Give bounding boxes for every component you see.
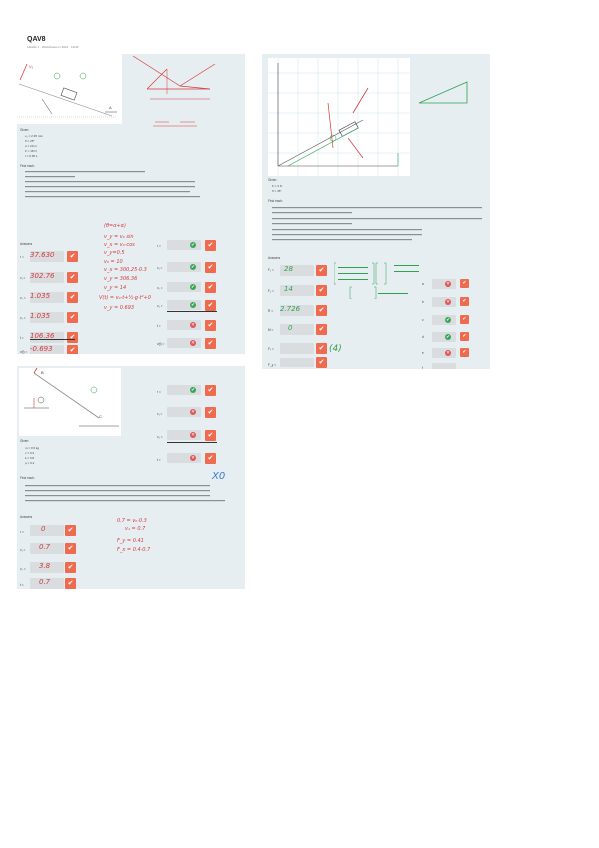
answer-value: 37.630 xyxy=(30,251,55,259)
underline xyxy=(30,339,75,340)
submit-button[interactable]: ✔ xyxy=(316,265,327,276)
answer-value: 3.8 xyxy=(39,562,51,570)
circled-mark: (4) xyxy=(329,344,342,354)
handwritten-note: V(t) = v₀·t+½·g·t²+0 xyxy=(99,295,151,301)
answer-value: -0.693 xyxy=(30,345,53,353)
answers-title: Answers xyxy=(20,242,33,246)
submit-button[interactable]: ✔ xyxy=(65,578,76,589)
handwritten-note: v_x = v₀·cos xyxy=(104,242,135,248)
check-field[interactable] xyxy=(167,385,201,395)
answer-input[interactable] xyxy=(30,525,64,536)
submit-button[interactable]: ✔ xyxy=(205,320,216,331)
answer-label: Fₓ = xyxy=(268,347,274,351)
answers-title: Answers xyxy=(20,515,33,519)
check-field[interactable] xyxy=(167,240,201,250)
side-field[interactable] xyxy=(432,315,456,325)
submit-button[interactable]: ✔ xyxy=(316,324,327,335)
handwritten-note: v₀ = 10 xyxy=(104,259,123,265)
svg-text:A: A xyxy=(109,105,112,110)
answer-value: 14 xyxy=(284,285,293,293)
svg-text:B: B xyxy=(41,370,44,375)
submit-button[interactable]: ✔ xyxy=(65,525,76,536)
answer-value: 0 xyxy=(41,525,46,533)
handwritten-note: F_x = 0.4·0.7 xyxy=(117,547,151,553)
handwritten-note: F_y = 0.41 xyxy=(117,538,144,544)
check-field[interactable] xyxy=(167,407,201,417)
problem-card-3 xyxy=(17,366,245,589)
answer-label: t = xyxy=(20,583,24,587)
answer-label: v₀ = xyxy=(20,296,26,300)
submit-button[interactable]: ✔ xyxy=(65,543,76,554)
submit-button[interactable]: ✔ xyxy=(67,345,78,354)
submit-button[interactable]: ✔ xyxy=(67,272,78,283)
submit-button[interactable]: ✔ xyxy=(205,300,216,311)
submit-button[interactable]: ✔ xyxy=(205,407,216,418)
submit-button[interactable]: ✔ xyxy=(460,348,469,357)
matrix-work-sketch xyxy=(334,259,424,299)
submit-button[interactable]: ✔ xyxy=(316,285,327,296)
submit-button[interactable]: ✔ xyxy=(316,343,327,354)
answer-value: 28 xyxy=(284,265,293,273)
handwritten-note: v_y = v₀ sin xyxy=(104,234,134,240)
page-subtitle: Labelle 1 · Worksheets in 2016 · 12/33 xyxy=(27,45,79,49)
submit-button[interactable]: ✔ xyxy=(67,332,78,343)
answer-label: v(t) = xyxy=(20,350,28,354)
handwritten-note: v_y = 14 xyxy=(104,285,127,291)
answer-label: t = xyxy=(20,336,24,340)
check-label: v₁ = xyxy=(157,412,163,416)
answer-label: v₁ = xyxy=(20,548,26,552)
submit-button[interactable]: ✔ xyxy=(205,240,216,251)
submit-button[interactable]: ✔ xyxy=(67,251,78,262)
correct-icon: ✔ xyxy=(191,242,195,247)
instruction-lines xyxy=(25,485,235,510)
answer-value: 0 xyxy=(288,324,293,332)
answer-value: 1.035 xyxy=(30,292,51,300)
handwritten-note: v₁ = 0.7 xyxy=(125,526,146,532)
given-item: θ = 45° xyxy=(272,189,282,193)
given-item: v₀ = 2.35 m/s xyxy=(25,134,43,138)
side-field[interactable] xyxy=(432,332,456,342)
instruction-lines xyxy=(25,171,225,211)
incline-illustration xyxy=(17,54,122,124)
wrong-icon: ✕ xyxy=(446,299,450,304)
side-field[interactable] xyxy=(432,348,456,358)
parts-title: Find each: xyxy=(20,476,35,480)
answer-value: 106.36 xyxy=(30,332,55,340)
side-label: a xyxy=(422,282,424,286)
answer-label: v₂ = xyxy=(20,567,26,571)
problem-card-1 xyxy=(17,54,245,354)
handwritten-note: 0.7 = v₀·0.3 xyxy=(117,518,147,524)
handwritten-note: (θ=α+α) xyxy=(104,223,126,229)
correct-icon: ✔ xyxy=(446,317,450,322)
green-triangle-sketch xyxy=(417,79,477,109)
answer-value: 2.726 xyxy=(280,305,301,313)
givens-title: Given: xyxy=(268,178,278,182)
underline xyxy=(167,311,217,312)
answer-label: F_y = xyxy=(268,363,277,367)
answer-label: M = xyxy=(268,328,274,332)
incline-drawing xyxy=(17,54,122,124)
submit-button[interactable]: ✔ xyxy=(205,430,216,441)
handwritten-note: v_y = 306.36 xyxy=(104,276,138,282)
side-label: f xyxy=(422,366,423,369)
givens-title: Given: xyxy=(20,128,30,132)
given-item: μ = 0.2 xyxy=(25,461,35,465)
side-label: c xyxy=(422,318,424,322)
svg-text:V₀: V₀ xyxy=(29,64,34,69)
instruction-lines xyxy=(272,207,487,252)
givens-title: Given: xyxy=(20,439,30,443)
answer-input[interactable] xyxy=(280,343,314,354)
check-label: v(t) = xyxy=(157,342,165,346)
check-label: v₂ = xyxy=(157,435,163,439)
check-label: t = xyxy=(157,458,161,462)
side-field[interactable] xyxy=(432,279,456,289)
given-item: θ = 25° xyxy=(25,139,35,143)
wrong-icon: ✕ xyxy=(191,432,195,437)
answer-input[interactable] xyxy=(280,358,314,367)
submit-button[interactable]: ✔ xyxy=(460,315,469,324)
submit-button[interactable]: ✔ xyxy=(205,338,216,349)
answer-value: 302.76 xyxy=(30,272,55,280)
check-field[interactable] xyxy=(167,300,201,310)
check-label: r = xyxy=(157,390,161,394)
force-triangle-sketch xyxy=(125,54,245,129)
given-item: F = 18 N xyxy=(25,149,37,153)
svg-text:C: C xyxy=(99,414,102,419)
submit-button[interactable]: ✔ xyxy=(205,262,216,273)
grid-illustration xyxy=(268,58,410,176)
wrong-icon: ✕ xyxy=(191,340,195,345)
ramp-drawing xyxy=(19,368,121,436)
answer-value: 0.7 xyxy=(39,543,51,551)
grid-drawing xyxy=(268,58,410,176)
wrong-icon: ✕ xyxy=(446,350,450,355)
check-field[interactable] xyxy=(167,338,201,348)
answer-label: v₂ = xyxy=(20,316,26,320)
side-label: d xyxy=(422,335,424,339)
check-field[interactable] xyxy=(167,262,201,272)
side-label: e xyxy=(422,351,424,355)
handwritten-note: v_y=0.5 xyxy=(104,250,125,256)
given-item: k = 0.8 xyxy=(25,456,35,460)
answer-label: v₁ = xyxy=(20,276,26,280)
given-item: α = 20 m xyxy=(25,144,37,148)
answer-label: R = xyxy=(268,309,274,313)
score-mark: X0 xyxy=(212,471,226,482)
side-label: b xyxy=(422,300,424,304)
ramp-illustration xyxy=(19,368,121,436)
given-item: m = 0.5 kg xyxy=(25,446,40,450)
problem-card-2 xyxy=(262,54,490,369)
answer-value: 1.035 xyxy=(30,312,51,320)
check-field[interactable] xyxy=(167,320,201,330)
check-field[interactable] xyxy=(167,430,201,440)
parts-title: Find each: xyxy=(268,199,283,203)
submit-button[interactable]: ✔ xyxy=(460,279,469,288)
given-item: F = 4 N xyxy=(272,184,282,188)
handwritten-note: v_x = 300,25·0.3 xyxy=(104,267,147,273)
given-item: t = 0.35 s xyxy=(25,154,38,158)
check-field[interactable] xyxy=(167,282,201,292)
submit-button[interactable]: ✔ xyxy=(205,453,216,464)
submit-button[interactable]: ✔ xyxy=(316,357,327,368)
wrong-icon: ✕ xyxy=(191,455,195,460)
side-field[interactable] xyxy=(432,297,456,307)
wrong-icon: ✕ xyxy=(446,281,450,286)
check-label: r = xyxy=(157,244,161,248)
wrong-icon: ✕ xyxy=(191,409,195,414)
submit-button[interactable]: ✔ xyxy=(205,282,216,293)
parts-title: Find each: xyxy=(20,164,35,168)
check-label: t = xyxy=(157,324,161,328)
side-field[interactable] xyxy=(432,363,456,369)
correct-icon: ✔ xyxy=(191,387,195,392)
page-header xyxy=(27,36,78,49)
check-label: v₀ = xyxy=(157,286,163,290)
answer-label: F₂ = xyxy=(268,289,274,293)
page-title: QAV8 xyxy=(27,36,46,43)
check-label: v₂ = xyxy=(157,304,163,308)
answer-label: F₁ = xyxy=(268,268,274,272)
answer-label: r = xyxy=(20,255,24,259)
submit-button[interactable]: ✔ xyxy=(316,305,327,316)
given-item: v = 0.3 xyxy=(25,451,35,455)
answer-label: r = xyxy=(20,530,24,534)
check-field[interactable] xyxy=(167,453,201,463)
submit-button[interactable]: ✔ xyxy=(67,312,78,323)
submit-button[interactable]: ✔ xyxy=(205,385,216,396)
underline xyxy=(167,442,217,443)
answer-value: 0.7 xyxy=(39,578,51,586)
correct-icon: ✔ xyxy=(191,302,195,307)
submit-button[interactable]: ✔ xyxy=(67,292,78,303)
correct-icon: ✔ xyxy=(446,334,450,339)
answer-input[interactable] xyxy=(280,324,314,335)
correct-icon: ✔ xyxy=(191,284,195,289)
submit-button[interactable]: ✔ xyxy=(460,332,469,341)
check-label: v₁ = xyxy=(157,266,163,270)
wrong-icon: ✕ xyxy=(191,322,195,327)
handwritten-note: v_y = 0.693 xyxy=(104,305,135,311)
correct-icon: ✔ xyxy=(191,264,195,269)
answers-title: Answers xyxy=(268,256,281,260)
submit-button[interactable]: ✔ xyxy=(65,562,76,573)
submit-button[interactable]: ✔ xyxy=(460,297,469,306)
